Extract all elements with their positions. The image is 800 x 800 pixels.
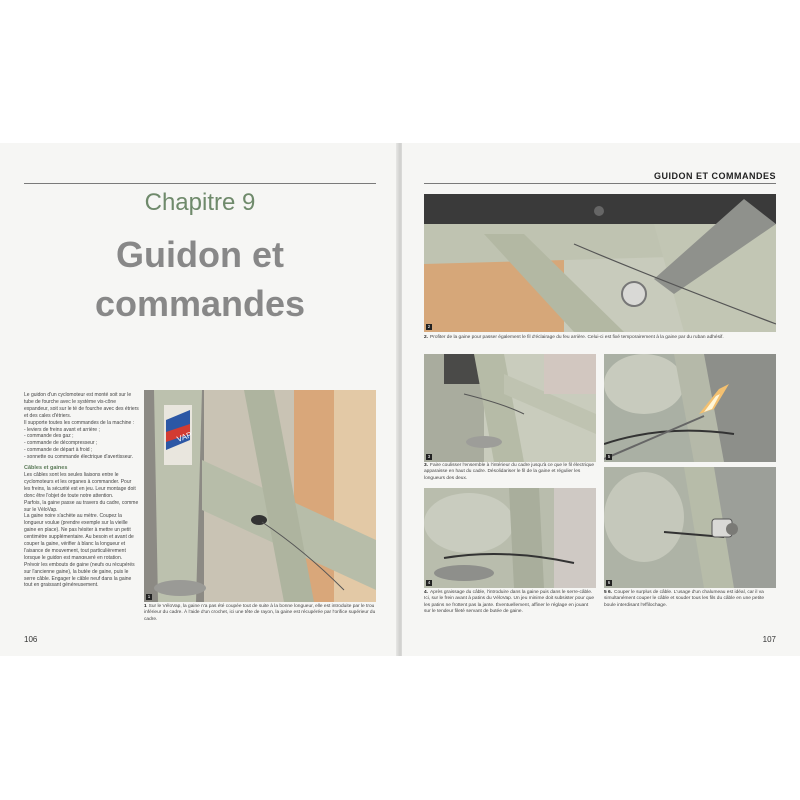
chapter-title-line2: commandes	[94, 282, 306, 324]
right-page	[402, 143, 800, 656]
list-item: - commande de décompresseur ;	[24, 440, 98, 447]
body-paragraph: Parfois, la gaine passe au travers du cadre, comme sur le VéloVap.	[24, 499, 139, 513]
body-paragraph: Les câbles sont les seules liaisons entre le cyclomoteurs et les organes à commander. Pour les freins, la sécurité est en jeu. Leur montage doit donc être l'objet de toute notre attention.	[24, 471, 136, 499]
caption-text: Faire coulisser l'ensemble à l'intérieur du cadre jusqu'à ce que le fil électrique apparaisse en haut du cadre. Désolidariser le fil de la gaine et régulier les longueurs des deux.	[424, 463, 595, 481]
photo-4-caption	[424, 590, 596, 616]
list-item: - sonnette ou commande électrique d'avertisseur.	[24, 454, 134, 461]
body-paragraph: La gaine noire s'achète au mètre. Coupez la longueur voulue (prendre exemple sur la vieille gaine en place). Ne pas hésiter à mettre un petit centimètre supplémentaire. Au besoin et avant de couper la gaine, vérifier à blanc la longueur et l'aisance de mouvement, tout particulièrement lorsque le guidon est manœuvré en rotation. Prévoir les embouts de gaine (neufs ou récupérés sur l'ancienne gaine), la butée de gaine, puis le serre câble. Engager le câble neuf dans la gaine tout en graissant généreusement.	[24, 513, 135, 589]
photo-4-brake-cable	[424, 488, 596, 588]
caption-text: Couper le surplus de câble. L'usage d'un chalumeau est idéal, car il va simultanément couper le câble et souder tous les fils du câble en une petite boule interdisant l'effilochage.	[604, 590, 764, 608]
photo-5-6-caption	[604, 590, 776, 609]
chapter-title-line1: Guidon et	[116, 234, 284, 275]
page-number-right: 107	[762, 635, 776, 644]
section-subheading: Câbles et gaines	[24, 465, 68, 472]
photo-3-caption	[424, 463, 596, 482]
photo-2-caption	[424, 335, 776, 341]
left-page	[0, 143, 398, 656]
caption-number: 1	[144, 604, 147, 609]
photo-2-wire-under-seat	[424, 194, 776, 332]
caption-text: Après graissage du câble, l'introduire dans la gaine puis dans le serre-câble. Ici, sur le frein avant à patins du VéloVap. Un jeu minime doit subsister pour que les patins ne frottent pas la jante. Éventuellement, affiner le réglage en jouant sur le tendeur fileté servant de butée de gaine.	[424, 590, 595, 615]
caption-number: 3.	[424, 463, 429, 468]
page-number-left: 106	[24, 635, 38, 644]
photo-6-cut-cable	[604, 467, 776, 588]
photo-1-frame-bike	[144, 390, 376, 602]
photo-badge: 3	[427, 454, 431, 459]
running-head: GUIDON ET COMMANDES	[654, 171, 776, 181]
svg-text:VAP: VAP	[175, 430, 194, 444]
photo-3-wire-top-frame	[424, 354, 596, 462]
caption-number: 5 6.	[604, 590, 613, 595]
book-spread	[0, 143, 800, 656]
list-item: - commande des gaz ;	[24, 433, 74, 440]
photo-badge: 6	[607, 580, 611, 585]
caption-number: 2.	[424, 335, 429, 340]
running-head-rule	[424, 183, 776, 184]
list-item: - leviers de freins avant et arrière ;	[24, 426, 100, 433]
intro-paragraph: Il supporte toutes les commandes de la machine :	[24, 419, 135, 426]
photo-badge: 4	[427, 580, 431, 585]
chapter-top-rule	[24, 183, 376, 184]
photo-5-torch-cutting	[604, 354, 776, 462]
photo-badge: 1	[147, 594, 151, 599]
chapter-number: Chapitre 9	[144, 189, 256, 216]
intro-paragraph: Le guidon d'un cyclomoteur est monté soit sur le tube de fourche avec le système vis-cône expandeur, soit sur le té de fourche avec des étriers et des cales d'étriers.	[24, 392, 139, 419]
intro-text	[24, 392, 139, 589]
photo-1-caption	[144, 604, 376, 623]
caption-text: Sur le VéloVap, la gaine n'a pas été coupée tout de suite à la bonne longueur, elle est introduite par le trou inférieur du cadre. À l'aide d'un crochet, ici une tête de rayon, la gaine est récupérée par l'orifice supérieur du cadre.	[144, 604, 376, 622]
photo-badge: 5	[607, 454, 611, 459]
caption-text: Profiter de la gaine pour passer également le fil d'éclairage du feu arrière. Celui-ci est fixé temporairement à la gaine par du ruban adhésif.	[430, 335, 724, 340]
chapter-title	[24, 231, 376, 328]
caption-number: 4.	[424, 590, 429, 595]
list-item: - commande de départ à froid ;	[24, 447, 93, 454]
photo-badge: 2	[427, 324, 431, 329]
